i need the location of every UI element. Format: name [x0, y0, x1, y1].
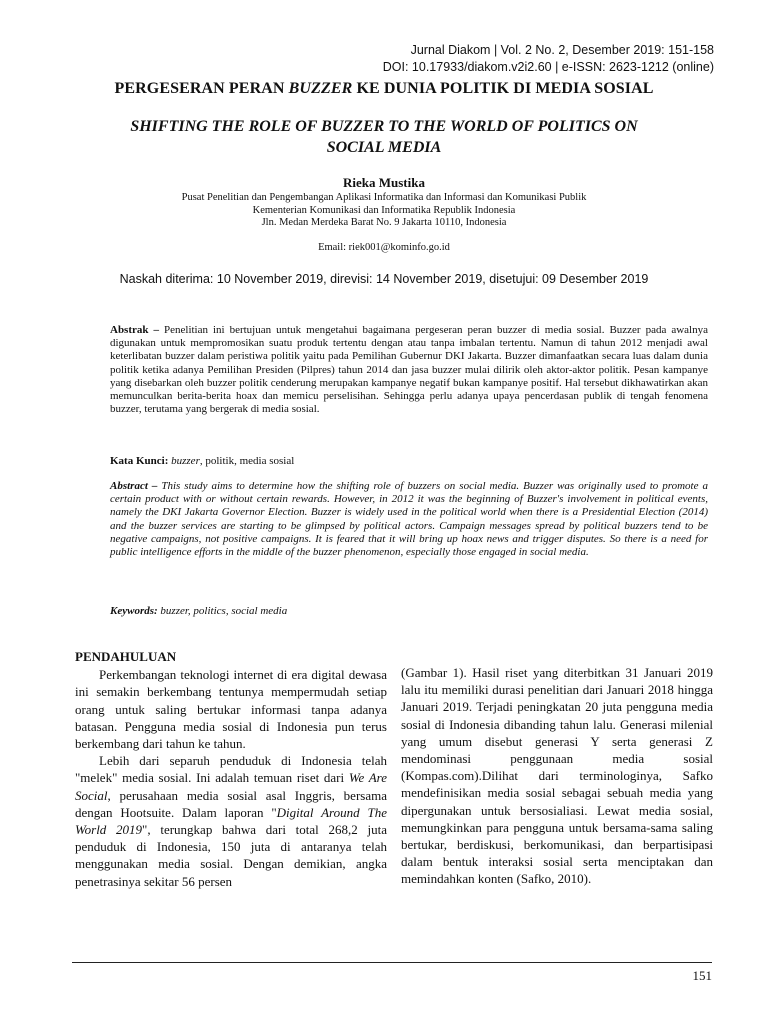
title-indonesian: PERGESERAN PERAN BUZZER KE DUNIA POLITIK DI MEDIA SOSIAL: [114, 80, 654, 97]
journal-doi: DOI: 10.17933/diakom.v2i2.60 | e-ISSN: 2623-1212 (online): [382, 60, 714, 74]
page-number: 151: [692, 968, 712, 983]
journal-citation: Jurnal Diakom | Vol. 2 No. 2, Desember 2019: 151-158: [410, 43, 714, 57]
submission-dates: Naskah diterima: 10 November 2019, direvisi: 14 November 2019, disetujui: 09 Desember 2019: [119, 272, 649, 286]
abstract-english: Abstract – This study aims to determine how the shifting role of buzzers on social media. Buzzer was originally used to promote a certain product with or without certain rewards. However, in 2012 it was the beginning of Buzzer's involvement in political events, namely the DKI Jakarta Governor Election. Buzzer is widely used in the political world when there is a Presidential Election (2014) and the buzzer services are starting to be glimpsed by political actors. Campaign messages spread by political buzzers tend to be negative campaigns, not positive campaigns. It is feared that it will bring up hoax news and trigger disputes. So there is a need for public intelligence efforts in the middle of the buzzer phenomenon, especially those engaged in social media.: [110, 480, 708, 559]
title-english: SHIFTING THE ROLE OF BUZZER TO THE WORLD OF POLITICS ON SOCIAL MEDIA: [130, 118, 638, 156]
keywords-indonesian: Kata Kunci: buzzer, politik, media sosial: [110, 455, 295, 467]
journal-header: [383, 42, 714, 76]
author-name: Rieka Mustika: [343, 175, 425, 190]
abstract-indonesian: Abstrak – Penelitian ini bertujuan untuk mengetahui bagaimana pergeseran peran buzzer di media sosial. Buzzer pada awalnya digunakan untuk mempromosikan suatu produk tertentu dengan atau tanpa imbalan tertentu. Namun di tahun 2012 menjadi awal keterlibatan buzzer dalam peristiwa politik yaitu pada Pemilihan Gubernur DKI Jakarta. Buzzer dimanfaatkan secara luas dalam dunia politik ketika adanya Pemilihan Presiden (Pilpres) tahun 2014 dan jasa buzzer mulai dilirik oleh aktor-aktor politik. Pesan kampanye yang disebarkan oleh buzzer politik cenderung merupakan kampanye negatif bukan kampanye positif. Hal tersebut dikhawatirkan akan memunculkan berita-berita hoax dan memicu perselisihan. Sehingga perlu adanya upaya pencerdasan publik di tengah fenomena buzzer, terutama yang bergerak di media sosial.: [110, 324, 708, 416]
paragraph-1: Perkembangan teknologi internet di era digital dewasa ini semakin berkembang tentunya mempermudah setiap orang untuk saling bertukar informasi tanpa adanya batasan. Pengguna media sosial di Indonesia pun terus berkembang dari tahun ke tahun.: [75, 667, 387, 752]
section-heading: PENDAHULUAN: [75, 649, 177, 664]
paragraph-2: Lebih dari separuh penduduk di Indonesia telah "melek" media sosial. Ini adalah temuan riset dari We Are Social, perusahaan media sosial asal Inggris, bersama dengan Hootsuite. Dalam laporan "Digital Around The World 2019", terungkap bahwa dari total 268,2 juta penduduk di Indonesia, 150 juta di antaranya telah menggunakan media sosial. Dengan demikian, angka penetrasinya sekitar 56 persen: [75, 753, 387, 889]
body-left-column: [75, 648, 387, 890]
author-email: Email: riek001@kominfo.go.id: [318, 242, 450, 253]
body-right-column: [401, 664, 713, 888]
author-affiliation: Pusat Penelitian dan Pengembangan Aplikasi Informatika dan Informasi dan Komunikasi Publik Kementerian Komunikasi dan Informatika Republik Indonesia Jln. Medan Merdeka Barat No. 9 Jakarta 10110, Indonesia: [181, 192, 587, 228]
footer-divider: [72, 962, 712, 963]
paragraph-3: (Gambar 1). Hasil riset yang diterbitkan 31 Januari 2019 lalu itu memiliki durasi penelitian dari Januari 2018 hingga Januari 2019. Terjadi peningkatan 20 juta pengguna media sosial di Indonesia dibanding tahun lalu. Generasi milenial yang umum disebut generasi Y serta generasi Z mendominasi penggunaan media sosial (Kompas.com).Dilihat dari terminologinya, Safko mendefinisikan media sosial sebagai sebuah media yang dipergunakan untuk bersosialiasi. Lewat media sosial, memungkinkan para pengguna untuk bersama-sama saling bertukar, berdiskusi, berkomunikasi, dan berpartisipasi dalam bentuk interaksi sosial serta menciptakan dan memindahkan konten (Safko, 2010).: [401, 665, 713, 887]
keywords-english: Keywords: buzzer, politics, social media: [110, 605, 288, 617]
